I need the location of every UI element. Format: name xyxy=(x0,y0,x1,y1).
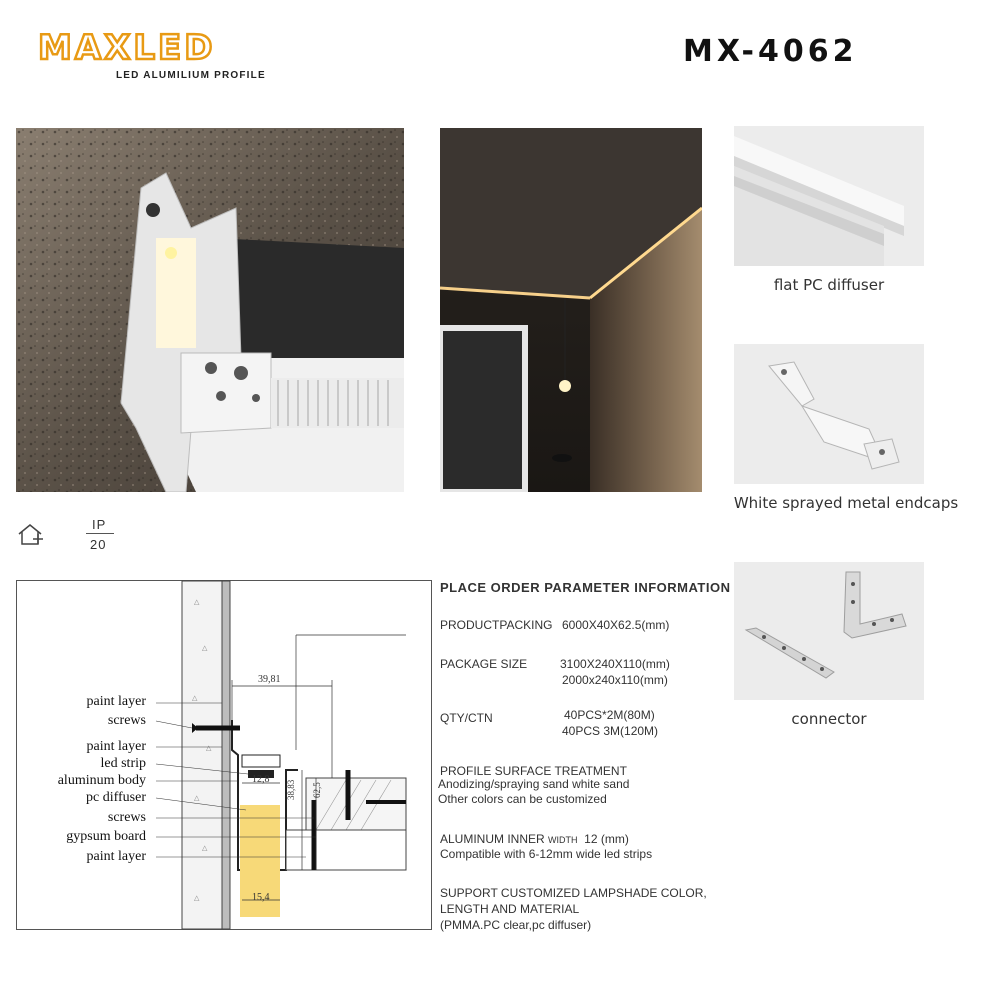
layer-label: screws xyxy=(107,810,146,825)
svg-text:△: △ xyxy=(194,894,200,902)
qty-label: QTY/CTN xyxy=(440,711,493,725)
svg-text:△: △ xyxy=(194,794,200,802)
qty-value: 40PCS 3M(120M) xyxy=(562,724,659,738)
brand-logo: MAXLED xyxy=(38,28,216,68)
inner-width xyxy=(440,832,629,847)
layer-label: led strip xyxy=(100,756,146,771)
surface-treatment: Anodizing/spraying sand white sand xyxy=(438,777,630,791)
connector-caption: connector xyxy=(791,710,867,728)
ip-divider xyxy=(86,533,114,534)
surface-treatment: PROFILE SURFACE TREATMENT xyxy=(440,764,627,778)
layer-label: paint layer xyxy=(86,849,146,864)
dimension-width-total: 39,81 xyxy=(258,674,281,685)
svg-text:△: △ xyxy=(194,598,200,606)
section-drawing xyxy=(16,580,432,930)
packing-label: PRODUCTPACKING xyxy=(440,618,553,632)
brand-subtitle: LED ALUMILIUM PROFILE xyxy=(116,70,266,81)
dimension-inner-width: 12,8 xyxy=(252,774,270,785)
custom-option: SUPPORT CUSTOMIZED LAMPSHADE COLOR, xyxy=(440,886,707,900)
layer-label: screws xyxy=(107,713,146,728)
svg-text:△: △ xyxy=(192,694,198,702)
dimension-bottom-width: 15,4 xyxy=(252,892,270,903)
surface-treatment: Other colors can be customized xyxy=(438,792,607,806)
model-number: MX-4062 xyxy=(683,34,858,69)
inner-width-note: Compatible with 6-12mm wide led strips xyxy=(440,847,653,861)
diffuser-photo xyxy=(734,126,924,266)
inner-width-word: WIDTH xyxy=(548,835,578,845)
svg-text:△: △ xyxy=(202,844,208,852)
house-icon xyxy=(16,522,46,548)
package-size-label: PACKAGE SIZE xyxy=(440,657,528,671)
installation-photo xyxy=(16,128,404,492)
package-size-value: 2000x240x110(mm) xyxy=(562,673,668,687)
room-scene-photo xyxy=(440,128,702,492)
spec-title: PLACE ORDER PARAMETER INFORMATION xyxy=(440,580,731,595)
packing-value: 6000X40X62.5(mm) xyxy=(562,618,670,632)
qty-value: 40PCS*2M(80M) xyxy=(564,708,655,722)
connector-photo xyxy=(734,562,924,700)
custom-option: LENGTH AND MATERIAL xyxy=(440,902,580,916)
layer-label: gypsum board xyxy=(66,829,146,844)
svg-text:△: △ xyxy=(206,744,212,752)
layer-label: paint layer xyxy=(86,694,146,709)
endcaps-caption: White sprayed metal endcaps xyxy=(733,494,959,512)
ip-value: 20 xyxy=(90,537,107,552)
inner-width-label: ALUMINUM INNER xyxy=(440,832,549,846)
package-size-value: 3100X240X110(mm) xyxy=(560,657,670,671)
diffuser-caption: flat PC diffuser xyxy=(773,276,885,294)
ip-label: IP xyxy=(92,517,107,532)
dimension-height-inner: 38,83 xyxy=(286,779,296,800)
endcaps-photo xyxy=(734,344,924,484)
dimension-height-total: 62,5 xyxy=(312,782,322,798)
svg-text:△: △ xyxy=(202,644,208,652)
layer-label: aluminum body xyxy=(57,773,146,788)
layer-label: pc diffuser xyxy=(86,790,146,805)
layer-label: paint layer xyxy=(86,739,146,754)
custom-option: (PMMA.PC clear,pc diffuser) xyxy=(440,918,592,932)
inner-width-value: 12 (mm) xyxy=(577,832,629,846)
